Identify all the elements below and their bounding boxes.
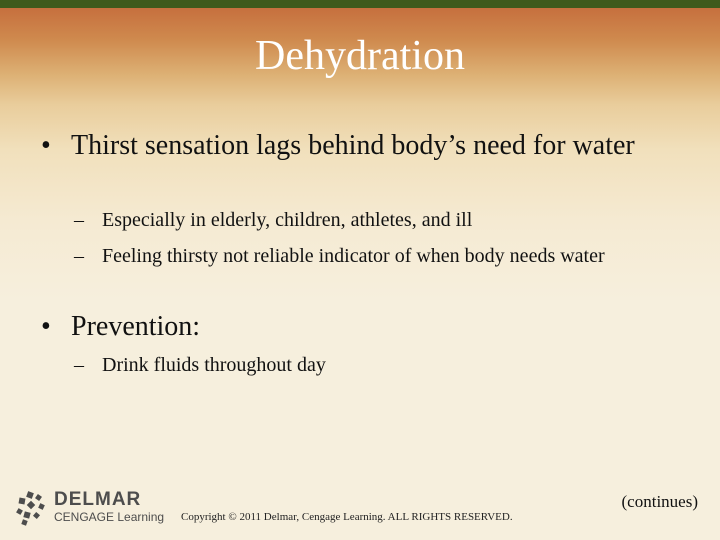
bullet-item [41, 308, 671, 345]
bullet-text: Thirst sensation lags behind body’s need for water [71, 130, 635, 161]
sub-bullet-text: Feeling thirsty not reliable indicator of when body needs water [102, 245, 605, 267]
bullet-text: Prevention: [71, 311, 201, 342]
logo-wordmark-delmar: DELMAR [54, 489, 142, 510]
sub-bullet-marker: – [74, 245, 84, 267]
sub-bullet-item [74, 350, 682, 380]
delmar-cengage-logo [14, 490, 184, 526]
sub-bullet-marker: – [74, 354, 84, 376]
continues-label: (continues) [621, 492, 698, 511]
bullet-marker: • [41, 130, 51, 161]
top-accent-bar [0, 0, 720, 8]
bullet-marker: • [41, 311, 51, 342]
sub-bullet-item [74, 205, 682, 235]
copyright-notice: Copyright © 2011 Delmar, Cengage Learning. ALL RIGHTS RESERVED. [181, 511, 513, 523]
slide-title: Dehydration [255, 33, 465, 79]
bullet-item [41, 127, 671, 164]
sub-bullet-item [74, 241, 682, 271]
logo-wordmark-cengage: CENGAGE Learning [54, 510, 165, 524]
sub-bullet-text: Especially in elderly, children, athletes, and ill [102, 209, 473, 231]
delmar-logo-icon [14, 490, 50, 526]
sub-bullet-marker: – [74, 209, 84, 231]
sub-bullet-text: Drink fluids throughout day [102, 354, 326, 376]
